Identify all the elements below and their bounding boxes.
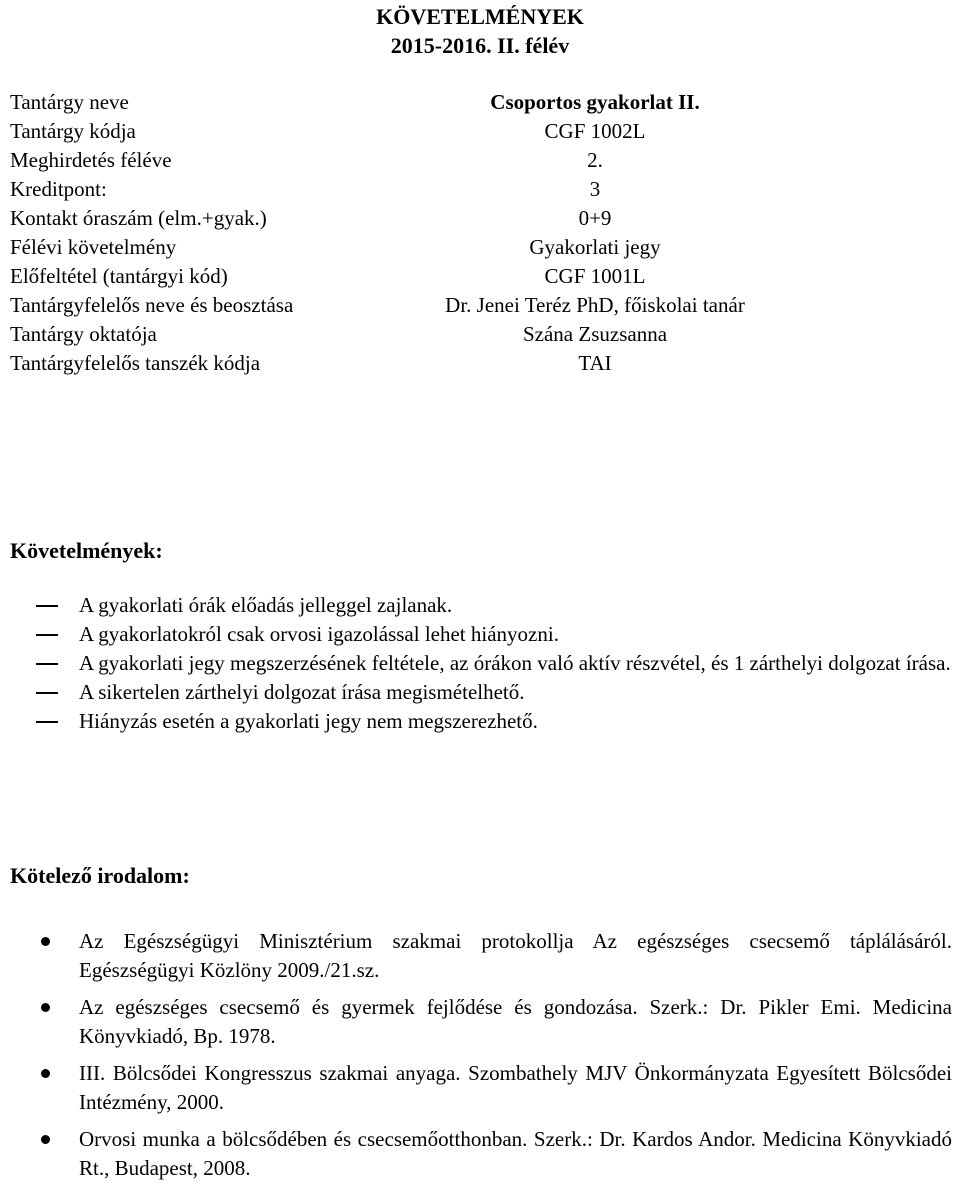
requirement-item (0, 678, 960, 707)
course-info-label: Tantárgy kódja (10, 119, 136, 143)
dot-bullet-icon (41, 937, 50, 946)
course-info-label: Előfeltétel (tantárgyi kód) (10, 264, 228, 288)
requirement-item (0, 649, 960, 678)
course-info-value: Szána Zsuzsanna (522, 322, 668, 346)
document-header (0, 2, 960, 60)
course-info-label: Félévi követelmény (10, 235, 177, 259)
course-info-row (10, 204, 950, 233)
literature-item (0, 1059, 960, 1117)
course-info-table (10, 88, 950, 378)
literature-list (0, 927, 960, 1191)
course-info-value: 3 (589, 177, 601, 201)
course-info-value: Csoportos gyakorlat II. (490, 90, 700, 114)
course-info-label: Tantárgy oktatója (10, 322, 157, 346)
course-info-value: CGF 1002L (544, 119, 646, 143)
literature-title: Kötelező irodalom: (10, 863, 190, 888)
course-info-row (10, 233, 950, 262)
requirements-title: Követelmények: (10, 538, 163, 563)
course-info-row (10, 117, 950, 146)
dot-bullet-icon (41, 1135, 50, 1144)
literature-text: III. Bölcsődei Kongresszus szakmai anyaga. Szombathely MJV Önkormányzata Egyesített Bölcsődei Intézmény, 2000. (79, 1061, 952, 1114)
course-info-label: Kreditpont: (10, 177, 107, 201)
course-info-value: Gyakorlati jegy (529, 235, 661, 259)
course-info-row (10, 146, 950, 175)
requirement-text: A gyakorlatokról csak orvosi igazolással lehet hiányozni. (79, 622, 559, 646)
course-info-value: Dr. Jenei Teréz PhD, főiskolai tanár (445, 293, 745, 317)
dash-bullet-icon (36, 663, 58, 665)
course-info-label: Tantárgy neve (10, 90, 129, 114)
course-info-label: Tantárgyfelelős tanszék kódja (10, 351, 261, 375)
course-info-value: TAI (578, 351, 612, 375)
dash-bullet-icon (36, 721, 58, 723)
course-info-row (10, 320, 950, 349)
course-info-value: 2. (587, 148, 603, 172)
requirement-text: A sikertelen zárthelyi dolgozat írása megismételhető. (79, 680, 525, 704)
course-info-label: Kontakt óraszám (elm.+gyak.) (10, 206, 267, 230)
requirement-item (0, 591, 960, 620)
literature-text: Orvosi munka a bölcsődében és csecsemőotthonban. Szerk.: Dr. Kardos Andor. Medicina Könyvkiadó Rt., Budapest, 2008. (79, 1127, 952, 1180)
course-info-label: Tantárgyfelelős neve és beosztása (10, 293, 294, 317)
document-term: 2015-2016. II. félév (390, 33, 570, 58)
course-info-row (10, 88, 950, 117)
course-info-value: CGF 1001L (544, 264, 646, 288)
dot-bullet-icon (41, 1003, 50, 1012)
requirements-list (0, 591, 960, 736)
requirement-text: A gyakorlati órák előadás jelleggel zajlanak. (79, 593, 453, 617)
literature-item (0, 927, 960, 985)
course-info-value: 0+9 (578, 206, 612, 230)
course-info-row (10, 349, 950, 378)
course-info-row (10, 262, 950, 291)
requirement-text: Hiányzás esetén a gyakorlati jegy nem megszerezhető. (79, 709, 538, 733)
requirement-text: A gyakorlati jegy megszerzésének feltétele, az órákon való aktív részvétel, és 1 zárthelyi dolgozat írása. (79, 651, 951, 675)
dot-bullet-icon (41, 1069, 50, 1078)
course-info-row (10, 291, 950, 320)
requirement-item (0, 620, 960, 649)
course-info-row (10, 175, 950, 204)
literature-item (0, 993, 960, 1051)
document-title: KÖVETELMÉNYEK (376, 4, 584, 29)
course-info-label: Meghirdetés féléve (10, 148, 172, 172)
literature-text: Az Egészségügyi Minisztérium szakmai protokollja Az egészséges csecsemő táplálásáról. Egészségügyi Közlöny 2009./21.sz. (79, 929, 952, 982)
dash-bullet-icon (36, 605, 58, 607)
literature-item (0, 1125, 960, 1183)
requirement-item (0, 707, 960, 736)
dash-bullet-icon (36, 692, 58, 694)
dash-bullet-icon (36, 634, 58, 636)
literature-text: Az egészséges csecsemő és gyermek fejlődése és gondozása. Szerk.: Dr. Pikler Emi. Medicina Könyvkiadó, Bp. 1978. (79, 995, 952, 1048)
